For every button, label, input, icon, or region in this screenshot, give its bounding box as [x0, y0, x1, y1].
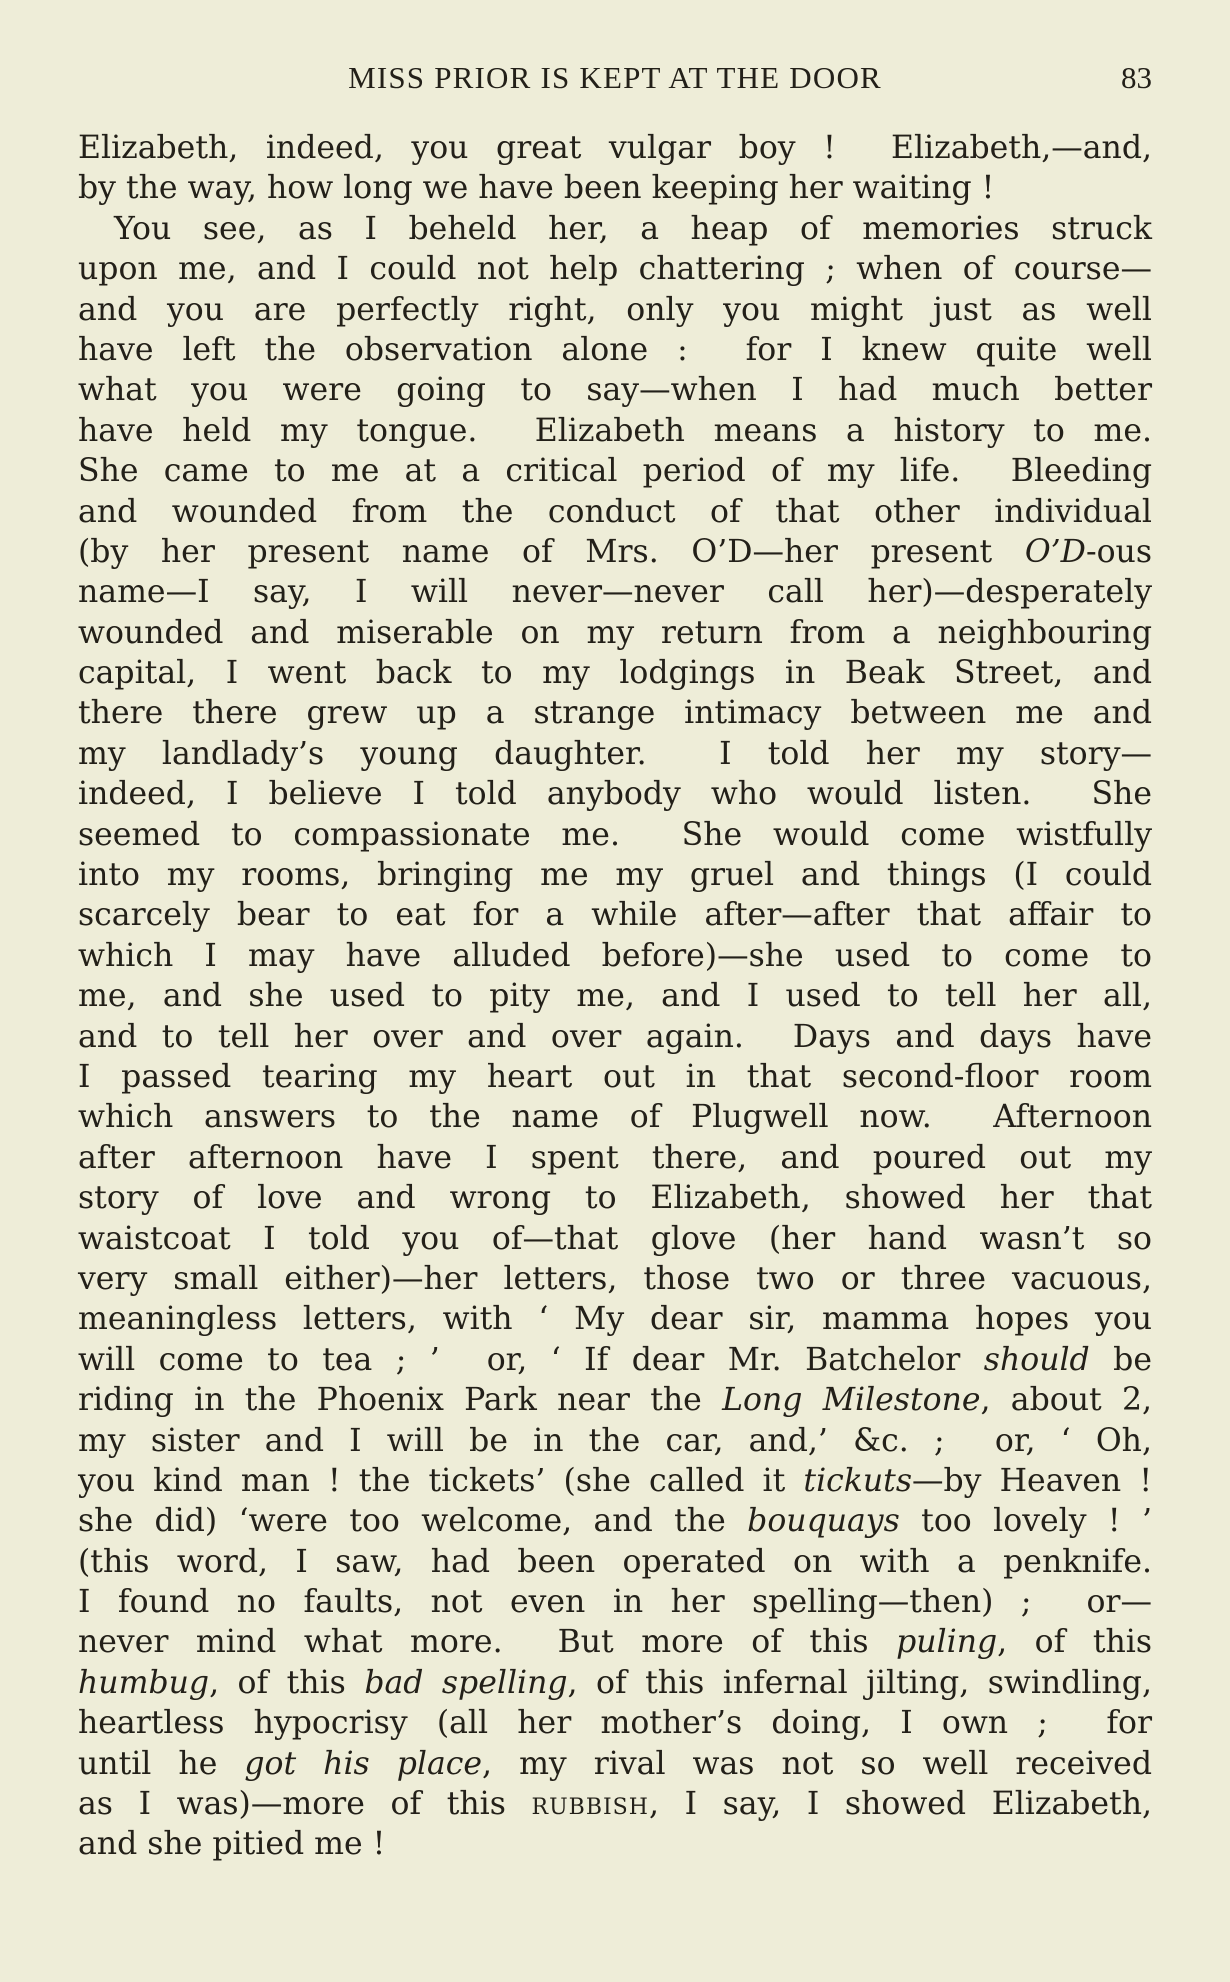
text-run: , of this	[209, 1664, 365, 1701]
text-run: which I may have alluded before)—she used to come to	[78, 937, 1152, 974]
text-run: be	[1089, 1341, 1152, 1378]
text-line	[78, 209, 1152, 249]
text-line	[78, 1784, 1152, 1824]
page-number: 83	[1121, 60, 1152, 95]
text-run: scarcely bear to eat for a while after—after that affair to	[78, 897, 1152, 934]
italic-text: puling	[896, 1624, 998, 1661]
text-line	[78, 1097, 1152, 1137]
text-run: waistcoat I told you of—that glove (her hand wasn’t so	[78, 1220, 1152, 1257]
text-run: never mind what more. But more of this	[78, 1624, 897, 1661]
text-run: , of this infernal jilting, swindling,	[567, 1664, 1152, 1701]
text-run: , I say, I showed Elizabeth,	[648, 1786, 1152, 1823]
text-line	[78, 774, 1152, 814]
text-line	[78, 290, 1152, 330]
text-run: Elizabeth, indeed, you great vulgar boy ! Elizabeth,—and,	[78, 130, 1152, 166]
text-run: name—I say, I will never—never call her)—desperately	[78, 574, 1152, 611]
running-title: MISS PRIOR IS KEPT AT THE DOOR	[348, 60, 882, 95]
text-line	[78, 1703, 1152, 1743]
text-run: me, and she used to pity me, and I used to tell her all,	[78, 978, 1152, 1015]
text-run: You see, as I beheld her, a heap of memories struck	[114, 210, 1152, 247]
text-run: (this word, I saw, had been operated on with a penknife.	[78, 1543, 1152, 1580]
text-line	[78, 815, 1152, 855]
text-run: have left the observation alone : for I knew quite well	[78, 331, 1152, 368]
text-line	[78, 1421, 1152, 1461]
text-line	[78, 976, 1152, 1016]
text-run: wounded and miserable on my return from a neighbouring	[78, 614, 1152, 651]
text-line	[78, 734, 1152, 774]
text-run: very small either)—her letters, those two or three vacuous,	[78, 1260, 1152, 1297]
text-run: , about 2,	[980, 1382, 1153, 1419]
text-run: which answers to the name of Plugwell now. Afternoon	[78, 1099, 1152, 1136]
text-run: , my rival was not so well received	[482, 1745, 1152, 1782]
text-line	[78, 128, 1152, 168]
text-line	[78, 653, 1152, 693]
text-run: you kind man ! the tickets’ (she called it	[78, 1462, 804, 1499]
text-line	[78, 895, 1152, 935]
text-run: will come to tea ; ’ or, ‘ If dear Mr. Batchelor	[78, 1341, 984, 1378]
text-line	[78, 1340, 1152, 1380]
text-run: , of this	[997, 1624, 1152, 1661]
text-run: meaningless letters, with ‘ My dear sir, mamma hopes you	[78, 1301, 1152, 1338]
text-run: as I was)—more of this	[78, 1786, 532, 1823]
text-line	[78, 693, 1152, 733]
text-run: my sister and I will be in the car, and,’ &c. ; or, ‘ Oh,	[78, 1422, 1152, 1459]
text-run: I passed tearing my heart out in that second-floor room	[78, 1058, 1152, 1095]
text-run: and to tell her over and over again. Days and days have	[78, 1018, 1152, 1055]
text-line	[78, 1663, 1152, 1703]
text-line	[78, 572, 1152, 612]
text-run: —by Heaven !	[912, 1462, 1152, 1499]
italic-text: bad spelling	[364, 1664, 568, 1701]
text-line	[78, 1017, 1152, 1057]
text-run: -ous	[1085, 533, 1152, 570]
text-line	[78, 330, 1152, 370]
italic-text: should	[983, 1341, 1090, 1378]
text-line	[78, 1299, 1152, 1339]
text-run: upon me, and I could not help chattering ; when of course—	[78, 251, 1152, 288]
italic-text: O’D	[1024, 533, 1086, 570]
text-line	[78, 936, 1152, 976]
text-line	[78, 492, 1152, 532]
text-line	[78, 1219, 1152, 1259]
text-run: I found no faults, not even in her spelling—then) ; or—	[78, 1584, 1152, 1621]
text-line	[78, 370, 1152, 410]
text-line	[78, 451, 1152, 491]
italic-text: bouquays	[747, 1503, 900, 1540]
text-run: and wounded from the conduct of that other individual	[78, 493, 1152, 530]
text-line	[78, 613, 1152, 653]
text-run: my landlady’s young daughter. I told her my story—	[78, 735, 1152, 772]
text-line	[78, 249, 1152, 289]
text-line	[78, 1622, 1152, 1662]
italic-text: humbug	[78, 1664, 210, 1701]
body-text	[78, 128, 1152, 1865]
text-run: story of love and wrong to Elizabeth, showed her that	[78, 1180, 1152, 1217]
text-run: too lovely ! ’	[899, 1503, 1152, 1540]
text-run: have held my tongue. Elizabeth means a history to me.	[78, 412, 1152, 449]
text-run: by the way, how long we have been keeping her waiting !	[78, 170, 995, 207]
text-line	[78, 532, 1152, 572]
text-line	[78, 1542, 1152, 1582]
text-line	[78, 1178, 1152, 1218]
text-run: what you were going to say—when I had much better	[78, 372, 1152, 409]
text-line	[78, 1824, 1152, 1864]
text-run: after afternoon have I spent there, and poured out my	[78, 1139, 1152, 1176]
text-line	[78, 855, 1152, 895]
text-run: capital, I went back to my lodgings in Beak Street, and	[78, 655, 1152, 692]
italic-text: got his place	[244, 1745, 483, 1782]
text-run: indeed, I believe I told anybody who would listen. She	[78, 776, 1152, 813]
text-line	[78, 1461, 1152, 1501]
text-line	[78, 1744, 1152, 1784]
text-run: and she pitied me !	[78, 1826, 386, 1863]
italic-text: tickuts	[803, 1462, 912, 1499]
text-run: (by her present name of Mrs. O’D—her present	[78, 533, 1025, 570]
text-run: and you are perfectly right, only you might just as well	[78, 291, 1152, 328]
small-caps-text: rubbish	[531, 1786, 649, 1823]
text-run: there there grew up a strange intimacy between me and	[78, 695, 1152, 732]
text-line	[78, 1582, 1152, 1622]
text-run: she did) ‘were too welcome, and the	[78, 1503, 748, 1540]
italic-text: Long Milestone	[722, 1382, 981, 1419]
text-line	[78, 1138, 1152, 1178]
text-line	[78, 1380, 1152, 1420]
text-run: until he	[78, 1745, 245, 1782]
text-line	[78, 1259, 1152, 1299]
text-run: heartless hypocrisy (all her mother’s doing, I own ; for	[78, 1705, 1152, 1742]
page-header	[78, 58, 1152, 98]
text-run: She came to me at a critical period of my life. Bleeding	[78, 453, 1152, 490]
text-line	[78, 411, 1152, 451]
text-run: riding in the Phoenix Park near the	[78, 1382, 723, 1419]
text-line	[78, 1057, 1152, 1097]
text-line	[78, 1501, 1152, 1541]
text-run: into my rooms, bringing me my gruel and things (I could	[78, 857, 1152, 894]
text-line	[78, 168, 1152, 208]
text-run: seemed to compassionate me. She would come wistfully	[78, 816, 1152, 853]
